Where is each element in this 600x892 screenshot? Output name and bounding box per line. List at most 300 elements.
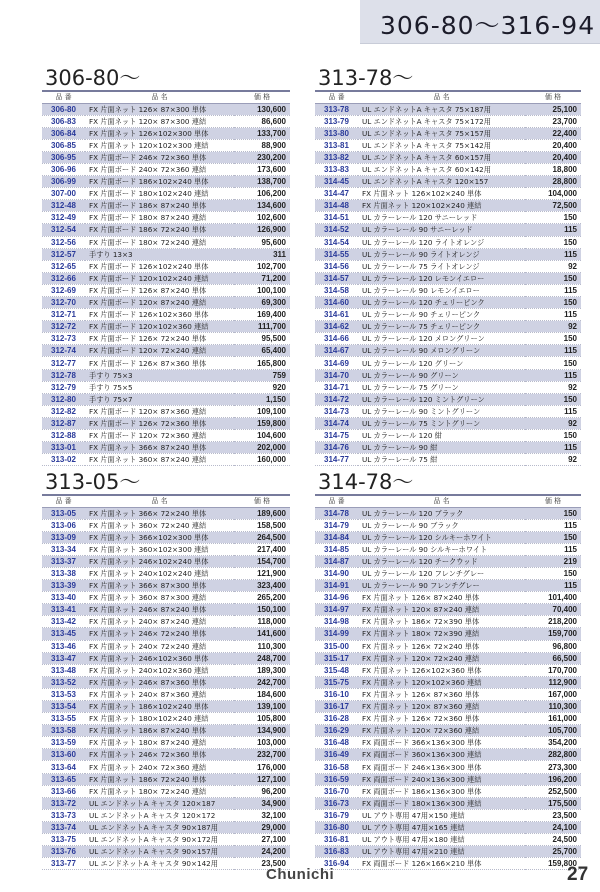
product-code: 316-49	[315, 749, 358, 761]
table-row	[315, 809, 581, 821]
product-name: UL カラーレール 90 ライトオレンジ	[358, 248, 525, 260]
product-price: 24,500	[525, 834, 581, 846]
product-price: 96,800	[525, 640, 581, 652]
table-row	[42, 188, 290, 200]
product-name: UL カラーレール 120 フレンチグレー	[358, 567, 525, 579]
product-price: 202,000	[234, 442, 290, 454]
product-name: FX 片面ネット 120× 72×240 連結	[358, 652, 525, 664]
product-code: 312-88	[42, 430, 85, 442]
product-code: 314-62	[315, 321, 358, 333]
table-row	[42, 846, 290, 858]
product-code: 313-09	[42, 531, 85, 543]
table-row	[315, 507, 581, 519]
product-code: 314-56	[315, 260, 358, 272]
product-code: 306-83	[42, 115, 85, 127]
product-price: 105,700	[525, 725, 581, 737]
product-price: 189,600	[234, 507, 290, 519]
product-name: FX 片面ネット 126× 87×240 単体	[358, 592, 525, 604]
product-code: 313-06	[42, 519, 85, 531]
product-price: 150	[525, 236, 581, 248]
product-code: 312-74	[42, 345, 85, 357]
product-code: 313-48	[42, 664, 85, 676]
table-row	[42, 309, 290, 321]
product-name: 手すり 75×5	[85, 381, 234, 393]
product-code: 313-81	[315, 139, 358, 151]
product-price: 154,700	[234, 555, 290, 567]
product-price: 230,200	[234, 151, 290, 163]
product-price: 176,000	[234, 761, 290, 773]
product-price: 20,400	[525, 151, 581, 163]
product-code: 312-69	[42, 284, 85, 296]
product-code: 313-41	[42, 604, 85, 616]
table-row	[315, 163, 581, 175]
product-code: 306-96	[42, 163, 85, 175]
table-row	[315, 676, 581, 688]
table-row	[42, 103, 290, 115]
table-row	[42, 284, 290, 296]
product-code: 313-59	[42, 737, 85, 749]
product-price: 106,200	[234, 188, 290, 200]
product-code: 306-99	[42, 176, 85, 188]
product-name: FX 片面ボード 126×102×240 単体	[85, 260, 234, 272]
product-price: 273,300	[525, 761, 581, 773]
product-code: 313-83	[315, 163, 358, 175]
page-title-bar	[360, 0, 600, 44]
product-name: UL エンドネットA キャスタ 60×142用	[358, 163, 525, 175]
product-code: 313-05	[42, 507, 85, 519]
table-row	[42, 713, 290, 725]
product-code: 313-74	[42, 821, 85, 833]
product-code: 312-73	[42, 333, 85, 345]
product-code: 314-70	[315, 369, 358, 381]
table-row	[315, 701, 581, 713]
product-name: FX 片面ネット 366× 87×240 単体	[85, 442, 234, 454]
table-row	[315, 369, 581, 381]
product-name: UL アウト専用 47用×165 連結	[358, 821, 525, 833]
product-price: 103,000	[234, 737, 290, 749]
product-code: 312-71	[42, 309, 85, 321]
product-price: 150	[525, 212, 581, 224]
header-price: 価 格	[234, 92, 290, 103]
product-code: 313-37	[42, 555, 85, 567]
product-price: 22,400	[525, 127, 581, 139]
product-price: 121,900	[234, 567, 290, 579]
table-row	[42, 381, 290, 393]
table-row	[42, 664, 290, 676]
product-price: 102,700	[234, 260, 290, 272]
header-code: 品 番	[315, 496, 358, 507]
product-name: FX 両面ボード 186×136×300 単体	[358, 785, 525, 797]
product-code: 314-45	[315, 176, 358, 188]
product-price: 66,500	[525, 652, 581, 664]
product-code: 314-67	[315, 345, 358, 357]
table-row	[315, 785, 581, 797]
product-code: 314-84	[315, 531, 358, 543]
table-row	[315, 417, 581, 429]
table-row	[42, 127, 290, 139]
product-price: 104,600	[234, 430, 290, 442]
product-code: 313-52	[42, 676, 85, 688]
product-code: 315-00	[315, 640, 358, 652]
table-row	[42, 417, 290, 429]
product-code: 316-48	[315, 737, 358, 749]
product-name: UL エンドネットA キャスタ 120×157	[358, 176, 525, 188]
product-price: 110,300	[525, 701, 581, 713]
product-price: 27,100	[234, 834, 290, 846]
product-code: 314-87	[315, 555, 358, 567]
product-price: 28,800	[525, 176, 581, 188]
product-code: 312-48	[42, 200, 85, 212]
table-row	[42, 701, 290, 713]
table-row	[42, 212, 290, 224]
product-name: UL カラーレール 75 チェリーピンク	[358, 321, 525, 333]
product-code: 314-97	[315, 604, 358, 616]
product-name: UL カラーレール 90 フレンチグレー	[358, 580, 525, 592]
table-row	[315, 260, 581, 272]
product-code: 314-71	[315, 381, 358, 393]
product-code: 312-80	[42, 393, 85, 405]
product-code: 314-66	[315, 333, 358, 345]
product-price: 134,600	[234, 200, 290, 212]
product-name: UL カラーレール 75 グリーン	[358, 381, 525, 393]
table-row	[42, 543, 290, 555]
product-name: FX 片面ボード 180×102×240 連結	[85, 188, 234, 200]
product-price: 96,200	[234, 785, 290, 797]
table-row	[42, 369, 290, 381]
table-row	[42, 737, 290, 749]
product-name: UL カラーレール 90 ブラック	[358, 519, 525, 531]
table-row	[42, 821, 290, 833]
product-name: FX 片面ボード 126× 72×360 単体	[85, 417, 234, 429]
product-code: 306-84	[42, 127, 85, 139]
product-name: FX 片面ネット 366×102×300 単体	[85, 531, 234, 543]
table-row	[42, 858, 290, 870]
product-code: 314-58	[315, 284, 358, 296]
product-name: FX 片面ネット 186×102×240 単体	[85, 701, 234, 713]
product-name: UL カラーレール 75 ミントグリーン	[358, 417, 525, 429]
section-313-78	[315, 64, 581, 466]
product-price: 161,000	[525, 713, 581, 725]
product-code: 314-98	[315, 616, 358, 628]
product-name: FX 片面ネット 120× 87×240 連結	[358, 604, 525, 616]
product-code: 312-70	[42, 297, 85, 309]
product-name: FX 片面ネット 366× 72×240 単体	[85, 507, 234, 519]
product-code: 314-55	[315, 248, 358, 260]
product-name: FX 片面ネット 126× 72×360 単体	[358, 713, 525, 725]
product-name: UL エンドネットA キャスタ 75×142用	[358, 139, 525, 151]
product-price: 115	[525, 442, 581, 454]
product-price: 252,500	[525, 785, 581, 797]
product-code: 315-17	[315, 652, 358, 664]
product-code: 314-74	[315, 417, 358, 429]
table-row	[315, 725, 581, 737]
product-code: 314-48	[315, 200, 358, 212]
product-name: FX 片面ネット 126×102×240 単体	[358, 188, 525, 200]
table-row	[315, 604, 581, 616]
product-name: FX 片面ネット 240×102×360 連結	[85, 664, 234, 676]
table-row	[315, 430, 581, 442]
product-name: 手すり 75×3	[85, 369, 234, 381]
product-code: 313-42	[42, 616, 85, 628]
table-row	[315, 248, 581, 260]
product-price: 196,200	[525, 773, 581, 785]
product-name: FX 片面ネット 126×102×360 単体	[358, 664, 525, 676]
table-row	[315, 224, 581, 236]
table-row	[315, 454, 581, 466]
product-name: FX 片面ボード 120× 87×240 連結	[85, 297, 234, 309]
product-name: FX 両面ボード 246×136×300 単体	[358, 761, 525, 773]
table-row	[315, 543, 581, 555]
product-price: 86,600	[234, 115, 290, 127]
header-price: 価 格	[525, 92, 581, 103]
product-price: 150	[525, 333, 581, 345]
product-name: FX 片面ネット 240× 72×360 連結	[85, 761, 234, 773]
product-price: 92	[525, 417, 581, 429]
table-row	[315, 797, 581, 809]
product-code: 312-57	[42, 248, 85, 260]
product-name: FX 片面ネット 126× 87×300 単体	[85, 103, 234, 115]
product-code: 306-85	[42, 139, 85, 151]
table-row	[315, 846, 581, 858]
product-price: 150,100	[234, 604, 290, 616]
product-price: 175,500	[525, 797, 581, 809]
table-row	[315, 127, 581, 139]
product-price: 23,500	[525, 809, 581, 821]
product-name: UL カラーレール 90 メロングリーン	[358, 345, 525, 357]
product-name: FX 片面ネット 246× 72×360 単体	[85, 749, 234, 761]
product-code: 306-80	[42, 103, 85, 115]
product-code: 313-80	[315, 127, 358, 139]
product-code: 313-34	[42, 543, 85, 555]
table-row	[315, 555, 581, 567]
product-name: FX 両面ボード 360×136×300 連結	[358, 749, 525, 761]
product-price: 23,500	[234, 858, 290, 870]
product-price: 264,500	[234, 531, 290, 543]
table-row	[315, 531, 581, 543]
table-row	[42, 163, 290, 175]
product-price: 184,600	[234, 688, 290, 700]
table-row	[42, 297, 290, 309]
product-name: UL カラーレール 90 ミントグリーン	[358, 405, 525, 417]
product-code: 314-85	[315, 543, 358, 555]
table-row	[42, 139, 290, 151]
product-price: 23,700	[525, 115, 581, 127]
table-row	[315, 652, 581, 664]
product-price: 100,100	[234, 284, 290, 296]
table-row	[42, 628, 290, 640]
table-row	[315, 628, 581, 640]
product-name: UL エンドネットA キャスタ 75×187用	[358, 103, 525, 115]
table-row	[42, 592, 290, 604]
product-name: UL エンドネットA キャスタ 90×157用	[85, 846, 234, 858]
table-row	[315, 236, 581, 248]
product-name: FX 片面ネット 120×102×360 連結	[358, 676, 525, 688]
product-price: 354,200	[525, 737, 581, 749]
product-code: 314-79	[315, 519, 358, 531]
table-row	[315, 212, 581, 224]
product-price: 92	[525, 454, 581, 466]
section-306-80	[42, 64, 290, 466]
product-price: 112,900	[525, 676, 581, 688]
product-code: 316-81	[315, 834, 358, 846]
product-price: 150	[525, 507, 581, 519]
product-name: UL カラーレール 90 レモンイエロー	[358, 284, 525, 296]
product-code: 316-28	[315, 713, 358, 725]
table-row	[315, 442, 581, 454]
product-price: 95,500	[234, 333, 290, 345]
product-code: 316-94	[315, 858, 358, 870]
table-row	[42, 176, 290, 188]
product-price: 169,400	[234, 309, 290, 321]
product-code: 316-83	[315, 846, 358, 858]
product-code: 314-77	[315, 454, 358, 466]
product-name: UL エンドネットA キャスタ 120×187	[85, 797, 234, 809]
table-row	[42, 151, 290, 163]
price-table	[315, 92, 581, 466]
product-code: 313-02	[42, 454, 85, 466]
table-row	[42, 749, 290, 761]
product-code: 314-47	[315, 188, 358, 200]
product-price: 133,700	[234, 127, 290, 139]
table-row	[42, 834, 290, 846]
product-code: 306-95	[42, 151, 85, 163]
table-row	[315, 616, 581, 628]
product-name: FX 片面ボード 120× 72×360 連結	[85, 430, 234, 442]
table-row	[42, 604, 290, 616]
product-code: 313-77	[42, 858, 85, 870]
table-row	[315, 821, 581, 833]
product-code: 313-55	[42, 713, 85, 725]
table-row	[42, 115, 290, 127]
product-name: UL エンドネットA キャスタ 120×172	[85, 809, 234, 821]
product-price: 139,100	[234, 701, 290, 713]
price-table	[42, 496, 290, 870]
product-name: FX 片面ネット 180×102×240 連結	[85, 713, 234, 725]
product-name: FX 片面ネット 126×102×300 単体	[85, 127, 234, 139]
product-price: 160,000	[234, 454, 290, 466]
product-price: 111,700	[234, 321, 290, 333]
product-code: 313-72	[42, 797, 85, 809]
header-code: 品 番	[42, 92, 85, 103]
product-name: FX 両面ボード 240×136×300 連結	[358, 773, 525, 785]
product-code: 312-79	[42, 381, 85, 393]
table-row	[42, 357, 290, 369]
product-name: FX 片面ボード 126× 87×360 単体	[85, 357, 234, 369]
product-price: 150	[525, 531, 581, 543]
product-name: FX 両面ボード 126×166×210 単体	[358, 858, 525, 870]
table-row	[315, 103, 581, 115]
product-name: FX 片面ネット 126× 87×360 単体	[358, 688, 525, 700]
table-row	[42, 652, 290, 664]
page-title: 306-80～316-94	[380, 11, 596, 40]
product-price: 150	[525, 430, 581, 442]
product-code: 316-10	[315, 688, 358, 700]
product-name: FX 片面ネット 360× 72×240 連結	[85, 519, 234, 531]
product-price: 102,600	[234, 212, 290, 224]
product-code: 316-80	[315, 821, 358, 833]
product-code: 314-96	[315, 592, 358, 604]
table-row	[315, 393, 581, 405]
product-name: FX 片面ボード 180× 87×240 連結	[85, 212, 234, 224]
table-row	[315, 688, 581, 700]
product-code: 313-64	[42, 761, 85, 773]
product-price: 282,800	[525, 749, 581, 761]
product-name: UL カラーレール 90 チェリーピンク	[358, 309, 525, 321]
product-price: 219	[525, 555, 581, 567]
table-row	[42, 507, 290, 519]
product-code: 314-57	[315, 272, 358, 284]
product-name: FX 片面ネット 120× 87×300 連結	[85, 115, 234, 127]
product-price: 130,600	[234, 103, 290, 115]
product-price: 92	[525, 321, 581, 333]
table-row	[42, 224, 290, 236]
table-row	[315, 749, 581, 761]
product-code: 313-76	[42, 846, 85, 858]
product-name: FX 両面ボード 180×136×300 連結	[358, 797, 525, 809]
product-name: UL カラーレール 90 グリーン	[358, 369, 525, 381]
product-name: FX 片面ネット 186× 87×240 単体	[85, 725, 234, 737]
product-price: 265,200	[234, 592, 290, 604]
product-name: UL カラーレール 120 チークウッド	[358, 555, 525, 567]
product-code: 312-49	[42, 212, 85, 224]
header-name: 品 名	[85, 92, 234, 103]
product-name: FX 片面ネット 120×102×300 連結	[85, 139, 234, 151]
table-row	[42, 761, 290, 773]
product-name: UL カラーレール 120 サニーレッド	[358, 212, 525, 224]
product-price: 92	[525, 260, 581, 272]
table-row	[42, 809, 290, 821]
table-row	[42, 454, 290, 466]
product-code: 313-60	[42, 749, 85, 761]
product-price: 95,600	[234, 236, 290, 248]
product-price: 18,800	[525, 163, 581, 175]
product-price: 173,600	[234, 163, 290, 175]
product-price: 118,000	[234, 616, 290, 628]
product-code: 314-75	[315, 430, 358, 442]
product-price: 115	[525, 345, 581, 357]
product-code: 313-40	[42, 592, 85, 604]
product-name: FX 片面ネット 240× 72×240 連結	[85, 640, 234, 652]
product-code: 316-58	[315, 761, 358, 773]
product-name: UL カラーレール 75 ライトオレンジ	[358, 260, 525, 272]
table-row	[315, 333, 581, 345]
table-row	[315, 737, 581, 749]
product-price: 24,200	[234, 846, 290, 858]
product-price: 159,800	[234, 417, 290, 429]
section-314-78	[315, 468, 581, 870]
table-row	[42, 676, 290, 688]
product-code: 314-99	[315, 628, 358, 640]
product-name: FX 片面ネット 180× 87×240 連結	[85, 737, 234, 749]
product-price: 25,700	[525, 846, 581, 858]
product-name: FX 片面ネット 360× 87×240 連結	[85, 454, 234, 466]
product-name: FX 片面ネット 186× 72×240 単体	[85, 773, 234, 785]
product-name: UL カラーレール 120 ミントグリーン	[358, 393, 525, 405]
product-name: UL カラーレール 90 シルキーホワイト	[358, 543, 525, 555]
product-code: 314-51	[315, 212, 358, 224]
table-row	[315, 176, 581, 188]
product-code: 316-59	[315, 773, 358, 785]
table-row	[42, 333, 290, 345]
product-price: 159,700	[525, 628, 581, 640]
product-name: UL カラーレール 90 サニーレッド	[358, 224, 525, 236]
product-price: 104,000	[525, 188, 581, 200]
header-name: 品 名	[85, 496, 234, 507]
table-row	[42, 773, 290, 785]
product-name: FX 片面ネット 120×102×240 連結	[358, 200, 525, 212]
product-price: 759	[234, 369, 290, 381]
table-row	[315, 519, 581, 531]
